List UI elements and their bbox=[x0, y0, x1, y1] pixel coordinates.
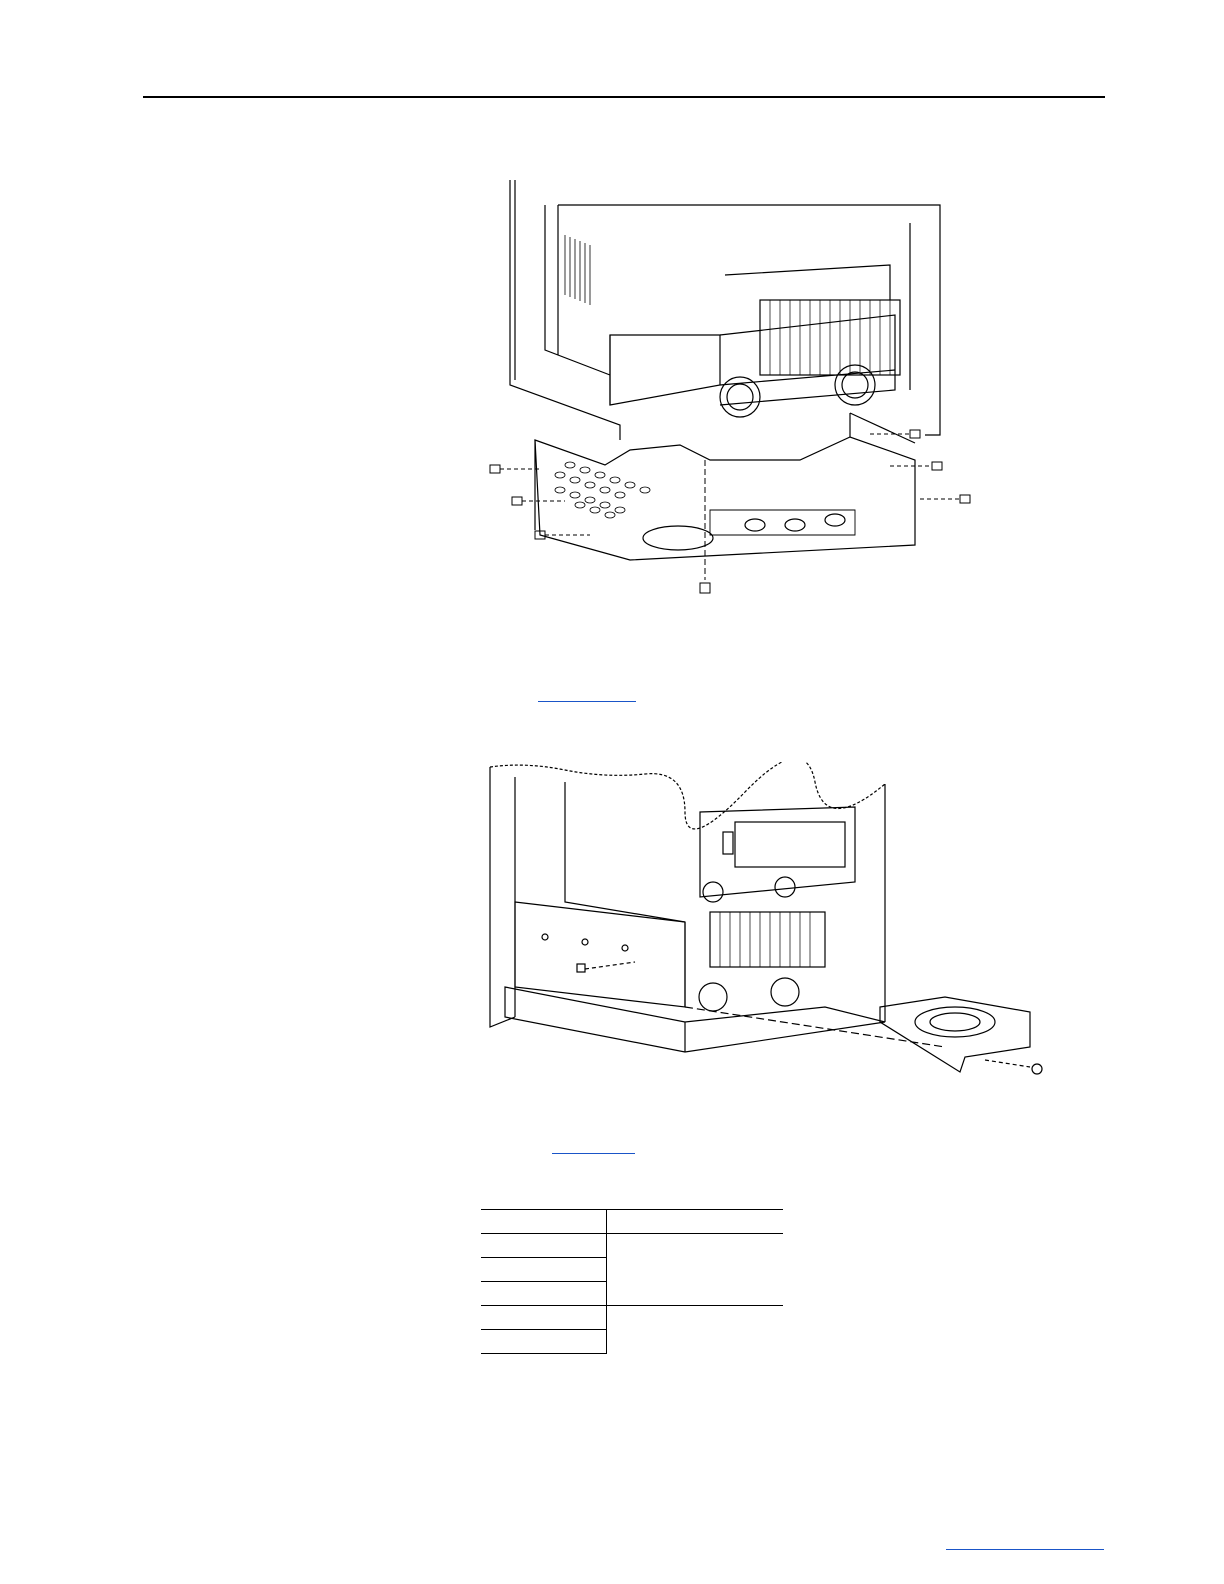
table-header-row bbox=[481, 1210, 783, 1234]
header-rule bbox=[143, 96, 1105, 98]
drive-bottom-cover-drawing bbox=[470, 175, 980, 605]
drive-fan-assembly-drawing bbox=[485, 762, 1055, 1082]
table-cell bbox=[481, 1311, 485, 1323]
table-row bbox=[481, 1306, 783, 1330]
table-cell bbox=[607, 1239, 611, 1251]
figure-reference-link-1[interactable] bbox=[538, 701, 636, 702]
table-cell bbox=[481, 1215, 485, 1227]
figure-bottom-plate bbox=[470, 175, 980, 605]
spec-table bbox=[481, 1209, 783, 1354]
table-cell bbox=[481, 1335, 485, 1347]
figure-fan-assembly bbox=[485, 762, 1055, 1082]
footer-link[interactable] bbox=[946, 1549, 1104, 1550]
table-cell bbox=[607, 1215, 611, 1227]
table-row bbox=[481, 1234, 783, 1258]
table-cell bbox=[481, 1263, 485, 1275]
table-cell bbox=[607, 1311, 611, 1323]
table-cell bbox=[481, 1239, 485, 1251]
figure-reference-link-2[interactable] bbox=[552, 1153, 635, 1154]
table-cell bbox=[481, 1287, 485, 1299]
